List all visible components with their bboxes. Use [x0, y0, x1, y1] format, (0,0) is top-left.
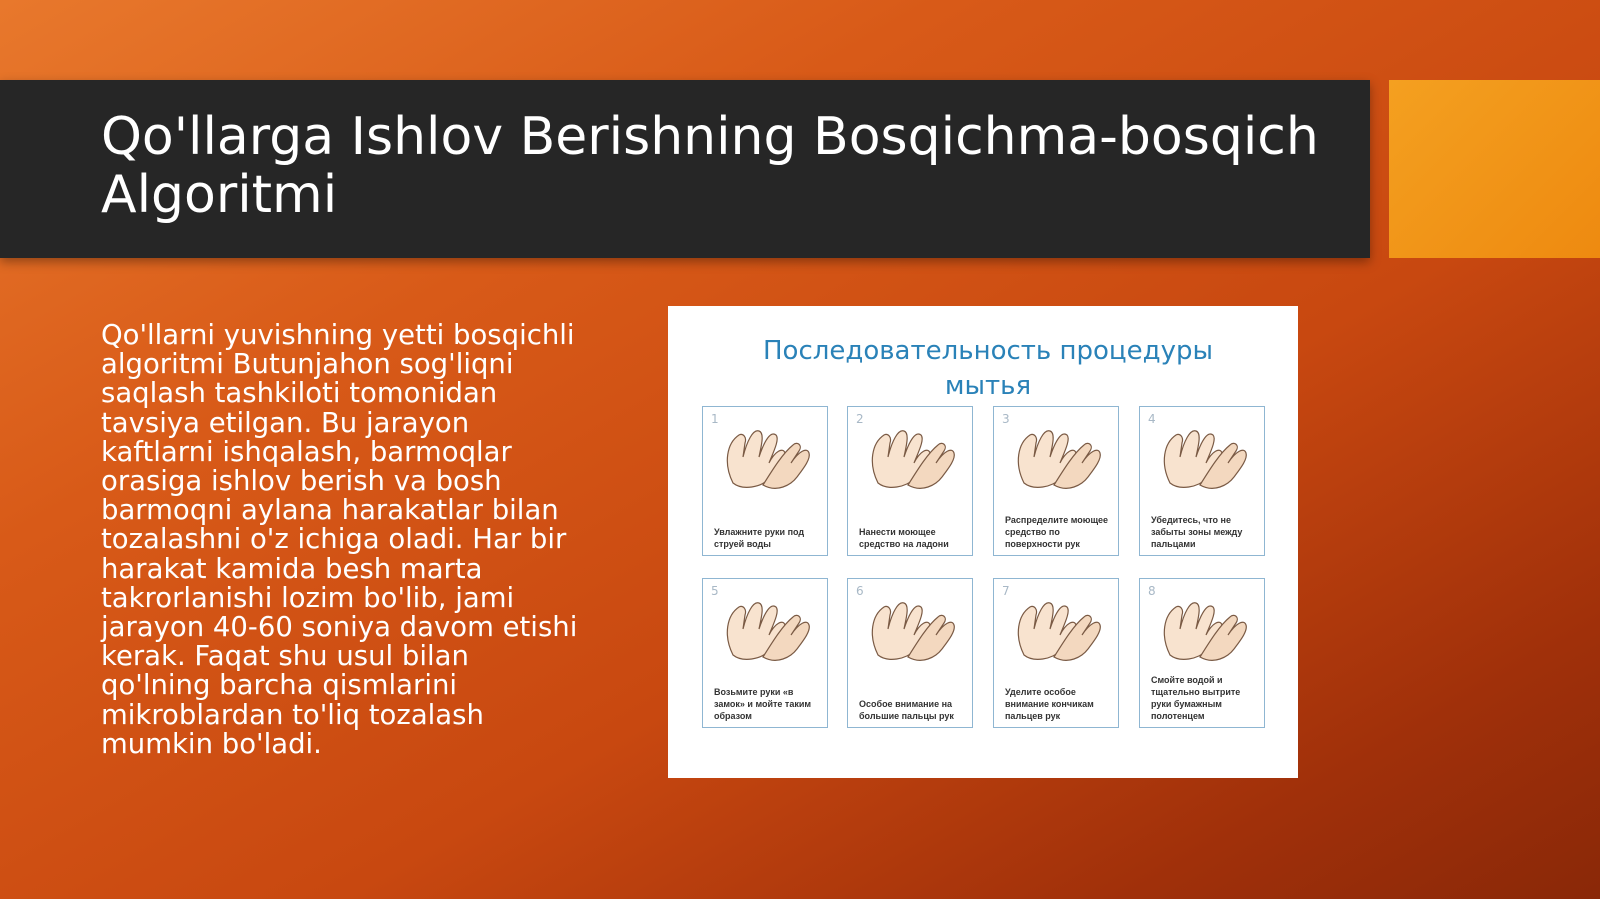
- hands-illustration: [1004, 413, 1110, 495]
- hands-illustration: [1004, 585, 1110, 667]
- step-card: [1139, 406, 1265, 556]
- steps-grid: [668, 306, 1298, 778]
- step-number: 1: [711, 412, 719, 426]
- step-caption: Нанести моющее средство на ладони: [859, 527, 949, 549]
- hands-illustration: [1150, 585, 1256, 667]
- step-number: 3: [1002, 412, 1010, 426]
- step-number: 2: [856, 412, 864, 426]
- figure-title: Последовательность процедуры мытья: [762, 336, 1214, 401]
- step-caption: Убедитесь, что не забыты зоны между пальцами: [1151, 515, 1243, 549]
- hands-illustration: [713, 413, 819, 495]
- step-number: 4: [1148, 412, 1156, 426]
- step-number: 5: [711, 584, 719, 598]
- step-card: [847, 406, 973, 556]
- step-card: [993, 578, 1119, 728]
- step-card: [847, 578, 973, 728]
- title-bar: [0, 80, 1370, 258]
- hands-illustration: [858, 413, 964, 495]
- step-caption: Особое внимание на большие пальцы рук: [859, 699, 954, 721]
- step-number: 6: [856, 584, 864, 598]
- body-text: Qo'llarni yuvishning yetti bosqichli algoritmi Butunjahon sog'liqni saqlash tashkiloti tomonidan tavsiya etilgan. Bu jarayon kaftlarni ishqalash, barmoqlar orasiga ishlov berish va bosh barmoqni aylana harakatlar bilan tozalashni o'z ichiga oladi. Har bir harakat kamida besh marta takrorlanishi lozim bo'lib, jami jarayon 40-60 soniya davom etishi kerak. Faqat shu usul bilan qo'lning barcha qismlarini mikroblardan to'liq tozalash mumkin bo'ladi.: [101, 319, 578, 760]
- step-number: 7: [1002, 584, 1010, 598]
- step-card: [993, 406, 1119, 556]
- step-caption: Смойте водой и тщательно вытрите руки бумажным полотенцем: [1151, 675, 1241, 721]
- step-number: 8: [1148, 584, 1156, 598]
- hands-illustration: [858, 585, 964, 667]
- handwashing-figure: [668, 306, 1298, 778]
- step-caption: Уделите особое внимание кончикам пальцев рук: [1005, 687, 1094, 721]
- accent-box: [1389, 80, 1600, 258]
- step-caption: Распределите моющее средство по поверхности рук: [1005, 515, 1109, 549]
- step-caption: Увлажните руки под струей воды: [714, 527, 805, 549]
- slide-title: Qo'llarga Ishlov Berishning Bosqichma-bosqich Algoritmi: [101, 107, 1319, 225]
- hands-illustration: [713, 585, 819, 667]
- hands-illustration: [1150, 413, 1256, 495]
- step-card: [702, 406, 828, 556]
- step-caption: Возьмите руки «в замок» и мойте таким образом: [714, 687, 812, 721]
- step-card: [1139, 578, 1265, 728]
- step-card: [702, 578, 828, 728]
